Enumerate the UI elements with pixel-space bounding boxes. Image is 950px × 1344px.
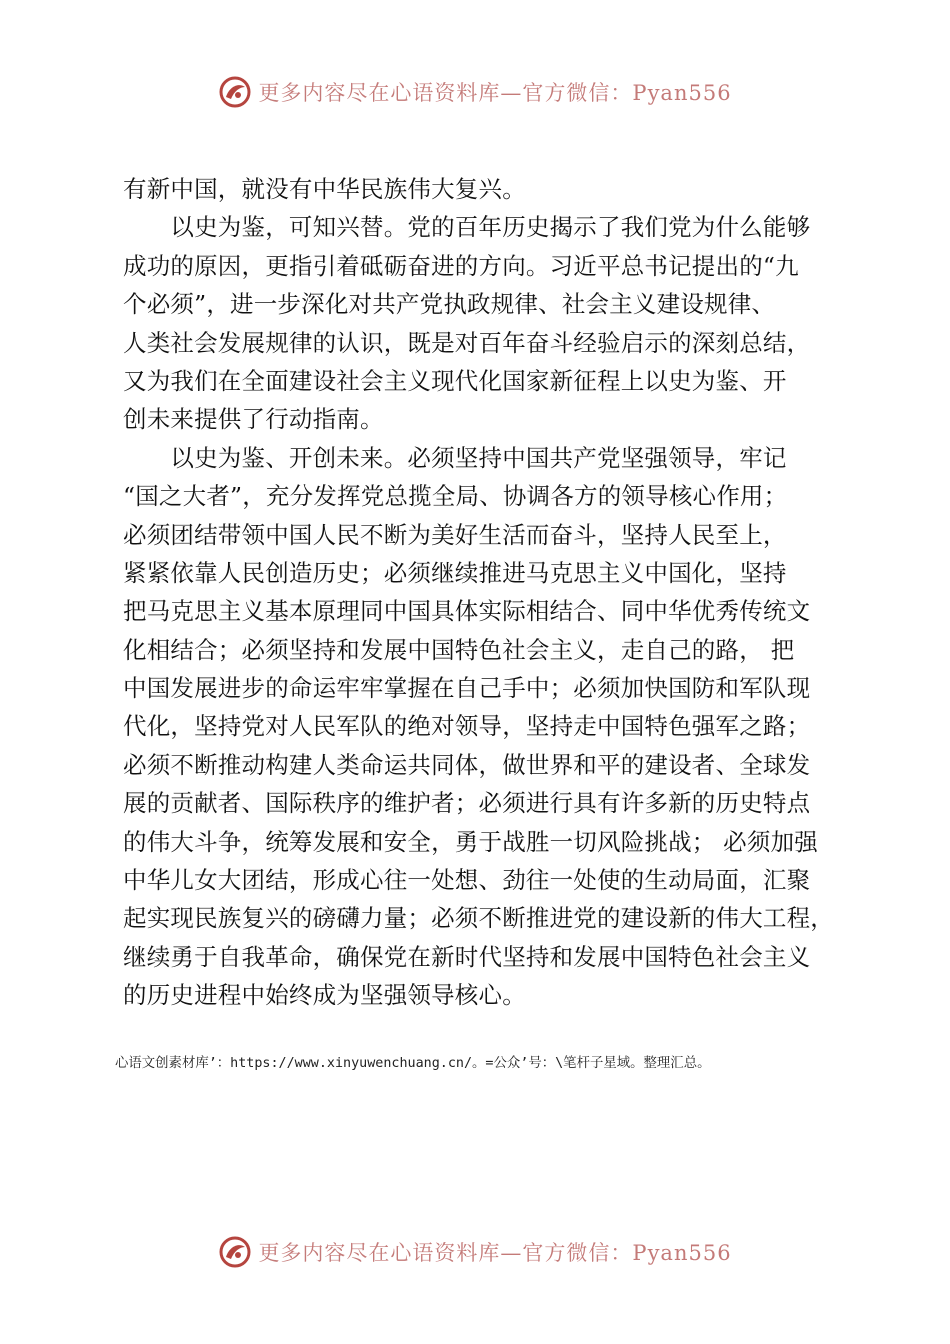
text-line: 继续勇于自我革命，确保党在新时代坚持和发展中国特色社会主义 (123, 942, 811, 971)
text-line: 以史为鉴、开创未来。必须坚持中国共产党坚强领导，牢记 (123, 443, 787, 472)
text-line: 创未来提供了行动指南。 (123, 405, 384, 434)
text-line: 的历史进程中始终成为坚强领导核心。 (123, 981, 526, 1010)
text-line: 起实现民族复兴的磅礴力量；必须不断推进党的建设新的伟大工程， (123, 904, 834, 933)
text-line: 展的贡献者、国际秩序的维护者；必须进行具有许多新的历史特点 (123, 789, 811, 818)
text-line: 又为我们在全面建设社会主义现代化国家新征程上以史为鉴、开 (123, 366, 787, 395)
text-line: 的伟大斗争，统筹发展和安全，勇于战胜一切风险挑战； 必须加强 (123, 827, 818, 856)
header-text: 更多内容尽在心语资料库—官方微信：Pyan556 (258, 81, 732, 105)
text-line: 代化，坚持党对人民军队的绝对领导，坚持走中国特色强军之路； (123, 712, 811, 741)
source-footnote: 心语文创素材库’：https://www.xinyuwenchuang.cn/。=公众’号：\笔杆子星域。整理汇总。 (115, 1056, 711, 1071)
text-line: 个必须”，进一步深化对共产党执政规律、社会主义建设规律、 (123, 290, 776, 319)
xinyu-logo-icon (218, 75, 252, 109)
header-banner (0, 72, 950, 112)
text-line: 必须团结带领中国人民不断为美好生活而奋斗，坚持人民至上， (123, 520, 787, 549)
text-line: 中国发展进步的命运牢牢掌握在自己手中；必须加快国防和军队现 (123, 674, 811, 703)
text-line: 把马克思主义基本原理同中国具体实际相结合、同中华优秀传统文 (123, 597, 811, 626)
text-line: 化相结合；必须坚持和发展中国特色社会主义，走自己的路， 把 (123, 635, 795, 664)
text-line: 以史为鉴，可知兴替。党的百年历史揭示了我们党为什么能够 (123, 213, 811, 242)
footer-text: 更多内容尽在心语资料库—官方微信：Pyan556 (258, 1241, 732, 1265)
text-line: 中华儿女大团结，形成心往一处想、劲往一处使的生动局面，汇聚 (123, 866, 811, 895)
article-body (123, 170, 835, 1015)
text-line: “国之大者”，充分发挥党总揽全局、协调各方的领导核心作用； (123, 482, 788, 511)
xinyu-logo-icon (218, 1235, 252, 1269)
text-line: 必须不断推动构建人类命运共同体，做世界和平的建设者、全球发 (123, 750, 811, 779)
text-line: 成功的原因，更指引着砥砺奋进的方向。习近平总书记提出的“九 (123, 251, 799, 280)
text-line: 有新中国，就没有中华民族伟大复兴。 (123, 175, 526, 203)
text-line: 紧紧依靠人民创造历史；必须继续推进马克思主义中国化，坚持 (123, 558, 787, 587)
text-line: 人类社会发展规律的认识，既是对百年奋斗经验启示的深刻总结， (123, 328, 811, 357)
footer-banner (0, 1232, 950, 1272)
